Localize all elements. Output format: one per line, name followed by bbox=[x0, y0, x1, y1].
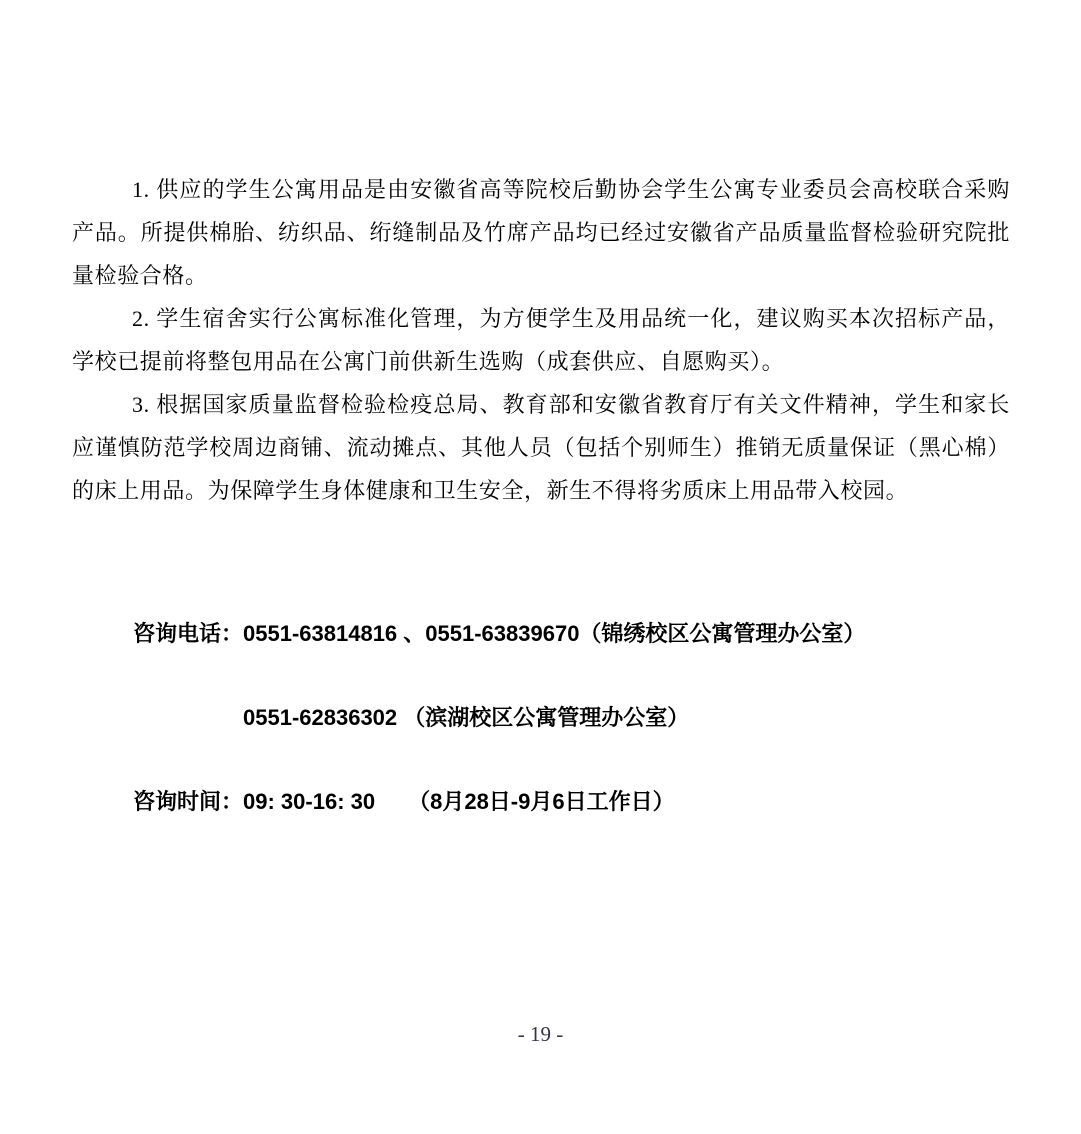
contact-info-block bbox=[133, 564, 1010, 872]
document-body bbox=[72, 168, 1010, 872]
contact-phone-line-1 bbox=[133, 620, 1010, 648]
contact-phone-numbers-1: 0551-63814816 、0551-63839670（锦绣校区公寓管理办公室） bbox=[243, 621, 866, 646]
contact-hours-label: 咨询时间： bbox=[133, 789, 244, 814]
contact-hours-line bbox=[133, 788, 1010, 816]
contact-phone-line-2: 0551-62836302 （滨湖校区公寓管理办公室） bbox=[243, 705, 690, 730]
page-number: - 19 - bbox=[517, 1022, 564, 1046]
paragraph-2: 2. 学生宿舍实行公寓标准化管理，为方便学生及用品统一化，建议购买本次招标产品，学校已提前将整包用品在公寓门前供新生选购（成套供应、自愿购买）。 bbox=[72, 306, 1010, 374]
paragraph-3: 3. 根据国家质量监督检验检疫总局、教育部和安徽省教育厅有关文件精神，学生和家长应谨慎防范学校周边商铺、流动摊点、其他人员（包括个别师生）推销无质量保证（黑心棉）的床上用品。为保障学生身体健康和卫生安全，新生不得将劣质床上用品带入校园。 bbox=[72, 392, 1010, 503]
paragraph-1: 1. 供应的学生公寓用品是由安徽省高等院校后勤协会学生公寓专业委员会高校联合采购产品。所提供棉胎、纺织品、绗缝制品及竹席产品均已经过安徽省产品质量监督检验研究院批量检验合格。 bbox=[72, 177, 1010, 288]
contact-hours-value: 09: 30-16: 30 （8月28日-9月6日工作日） bbox=[243, 789, 675, 814]
contact-phone-label: 咨询电话： bbox=[133, 621, 244, 646]
